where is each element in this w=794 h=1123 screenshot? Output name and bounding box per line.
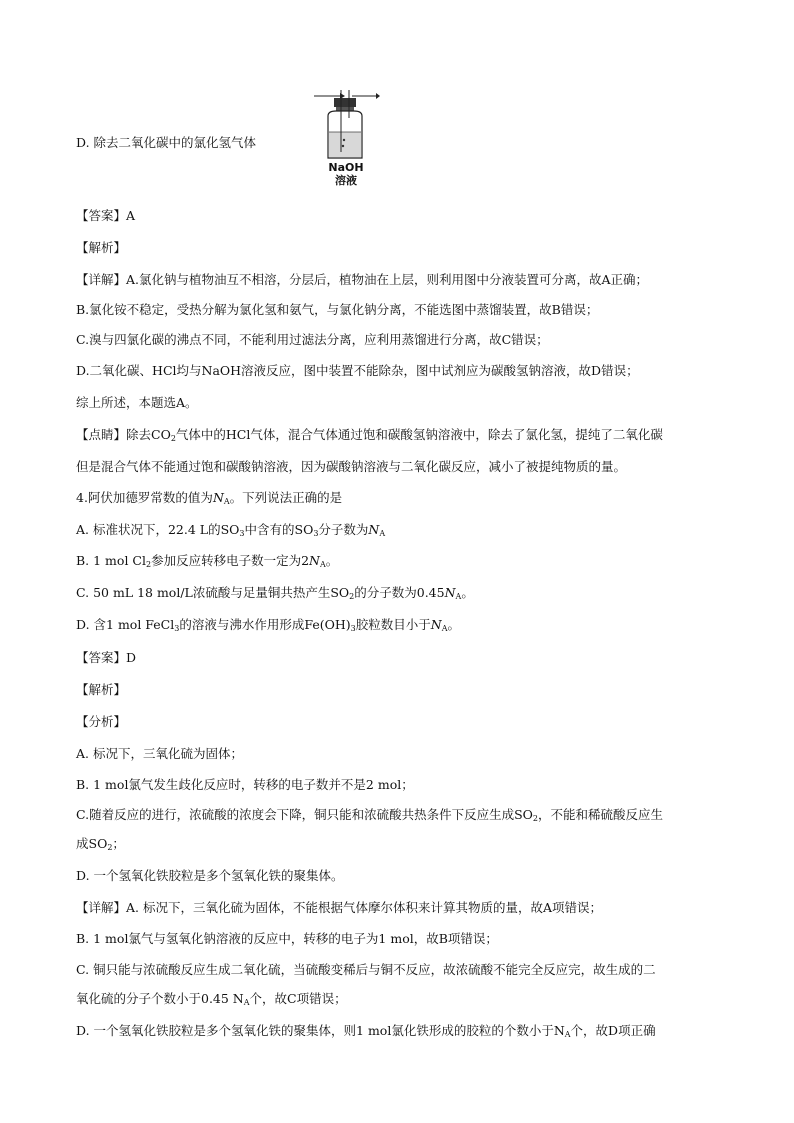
figure-label-naoh: NaOH [328, 161, 364, 174]
q4-option-c [76, 585, 738, 601]
q4-c-na: N [444, 585, 456, 600]
q3-answer: 【答案】A [76, 208, 136, 223]
q4-detail-b: B. 1 mol氯气与氢氧化钠溶液的反应中，转移的电子为1 mol，故B项错误； [76, 931, 498, 946]
q4-xc-part2: 个，故C项错误； [249, 991, 347, 1006]
q4-fc-part2: ，不能和稀硫酸反应生 [538, 807, 664, 822]
figure-label-solution: 溶液 [335, 174, 357, 187]
q4-xd-part2: 个，故D项正确 [570, 1023, 656, 1038]
q4-d-part4: 。 [447, 617, 460, 632]
q4-answer: 【答案】D [76, 650, 137, 665]
q4-d-part2: 的溶液与沸水作用形成Fe(OH) [179, 617, 351, 632]
q4-c-na-sub: A [455, 592, 462, 601]
q4-b-na: N [309, 553, 320, 568]
q3-analysis-heading: 【解析】 [76, 240, 127, 255]
q4-fenxi-c1 [76, 807, 738, 823]
q4-fenxi-b: B. 1 mol氯气发生歧化反应时，转移的电子数并不是2 mol； [76, 777, 414, 792]
q3-detail-c: C.溴与四氯化碳的沸点不同，不能利用过滤法分离，应利用蒸馏进行分离，故C错误； [76, 332, 549, 347]
q4-d-sub2: 3 [350, 624, 356, 633]
q4-a-na-sub: A [379, 529, 386, 538]
q4-fenxi-heading: 【分析】 [76, 714, 127, 729]
q4-xc-part1: 氧化硫的分子个数小于0.45 N [76, 991, 244, 1006]
q4-b-part1: B. 1 mol Cl [76, 553, 146, 568]
q4-fc-part1: C.随着反应的进行，浓硫酸的浓度会下降，铜只能和浓硫酸共热条件下反应生成SO [76, 807, 533, 822]
q4-c-part2: 的分子数为0.45 [354, 585, 445, 600]
q3-detail-b: B.氯化铵不稳定，受热分解为氯化氢和氨气，与氯化钠分离，不能选图中蒸馏装置，故B错误； [76, 302, 599, 317]
q3-tip-sub: 2 [170, 434, 176, 443]
q4-xc-sub: A [243, 998, 250, 1007]
q3-tip-line2: 但是混合气体不能通过饱和碳酸钠溶液，因为碳酸钠溶液与二氧化碳反应，减小了被提纯物质的量。 [76, 459, 627, 474]
q4-fenxi-c2 [76, 836, 738, 852]
q4-d-part1: D. 含1 mol FeCl [76, 617, 175, 632]
q4-stem [76, 490, 738, 506]
q4-stem-part2: 。下列说法正确的是 [229, 490, 343, 505]
q4-detail-a: 【详解】A. 标况下，三氧化硫为固体，不能根据气体摩尔体积来计算其物质的量，故A项错误； [76, 900, 603, 915]
q4-fc-sub1: 2 [532, 814, 538, 823]
q4-d-na: N [430, 617, 442, 632]
q3-tip-part2: 气体中的HCl气体，混合气体通过饱和碳酸氢钠溶液中，除去了氯化氢，提纯了二氧化碳 [175, 427, 663, 442]
q4-option-a [76, 522, 738, 538]
q4-c-part3: 。 [461, 585, 474, 600]
q4-d-sub1: 3 [174, 624, 180, 633]
q4-fenxi-a: A. 标况下，三氧化硫为固体； [76, 746, 243, 761]
q4-option-d [76, 617, 738, 633]
q4-stem-part1: 4.阿伏加德罗常数的值为 [76, 490, 213, 505]
q3-detail-d: D.二氧化碳、HCl均与NaOH溶液反应，图中装置不能除杂，图中试剂应为碳酸氢钠溶液，故D错误； [76, 363, 639, 378]
q4-xd-sub: A [564, 1030, 571, 1039]
q4-option-b [76, 553, 738, 569]
q4-a-sub1: 3 [239, 529, 245, 538]
q4-a-part1: A. 标准状况下，22.4 L的SO [76, 522, 240, 537]
q4-b-na-sub: A [319, 560, 326, 569]
q4-b-part3: 。 [325, 553, 339, 568]
q4-xd-part1: D. 一个氢氧化铁胶粒是多个氢氧化铁的聚集体，则1 mol氯化铁形成的胶粒的个数小于N [76, 1023, 565, 1038]
q3-detail-a: 【详解】A.氯化钠与植物油互不相溶，分层后，植物油在上层，则利用图中分液装置可分离，故A正确； [76, 272, 649, 287]
q4-analysis-heading: 【解析】 [76, 682, 127, 697]
q4-b-sub: 2 [145, 560, 152, 569]
q4-a-part2: 中含有的SO [244, 522, 314, 537]
q4-a-na: N [368, 522, 380, 537]
q4-fc-part4: ； [112, 836, 125, 851]
q4-stem-na: N [212, 490, 224, 505]
q4-detail-d [76, 1023, 738, 1039]
figure-caption [326, 161, 366, 187]
q3-summary: 综上所述，本题选A。 [76, 395, 198, 410]
q3-tip-part1: 【点睛】除去CO [76, 427, 171, 442]
q4-c-part1: C. 50 mL 18 mol/L浓硫酸与足量铜共热产生SO [76, 585, 350, 600]
q4-d-part3: 胶粒数目小于 [355, 617, 431, 632]
q4-d-na-sub: A [441, 624, 448, 633]
q4-a-sub2: 3 [313, 529, 319, 538]
q4-c-sub: 2 [349, 592, 355, 601]
option-d-text: D. 除去二氧化碳中的氯化氢气体 [76, 135, 257, 150]
q3-tip-line1 [76, 427, 738, 443]
q4-stem-na-sub: A [223, 497, 230, 506]
q4-detail-c1: C. 铜只能与浓硫酸反应生成二氧化硫，当硫酸变稀后与铜不反应，故浓硫酸不能完全反应完，故生成的二 [76, 962, 656, 977]
q4-fc-sub2: 2 [107, 843, 113, 852]
q4-fenxi-d: D. 一个氢氧化铁胶粒是多个氢氧化铁的聚集体。 [76, 868, 344, 883]
q4-fc-part3: 成SO [76, 836, 108, 851]
q4-a-part3: 分子数为 [318, 522, 369, 537]
q4-b-part2: 参加反应转移电子数一定为2 [151, 553, 310, 568]
q4-detail-c2 [76, 991, 738, 1007]
